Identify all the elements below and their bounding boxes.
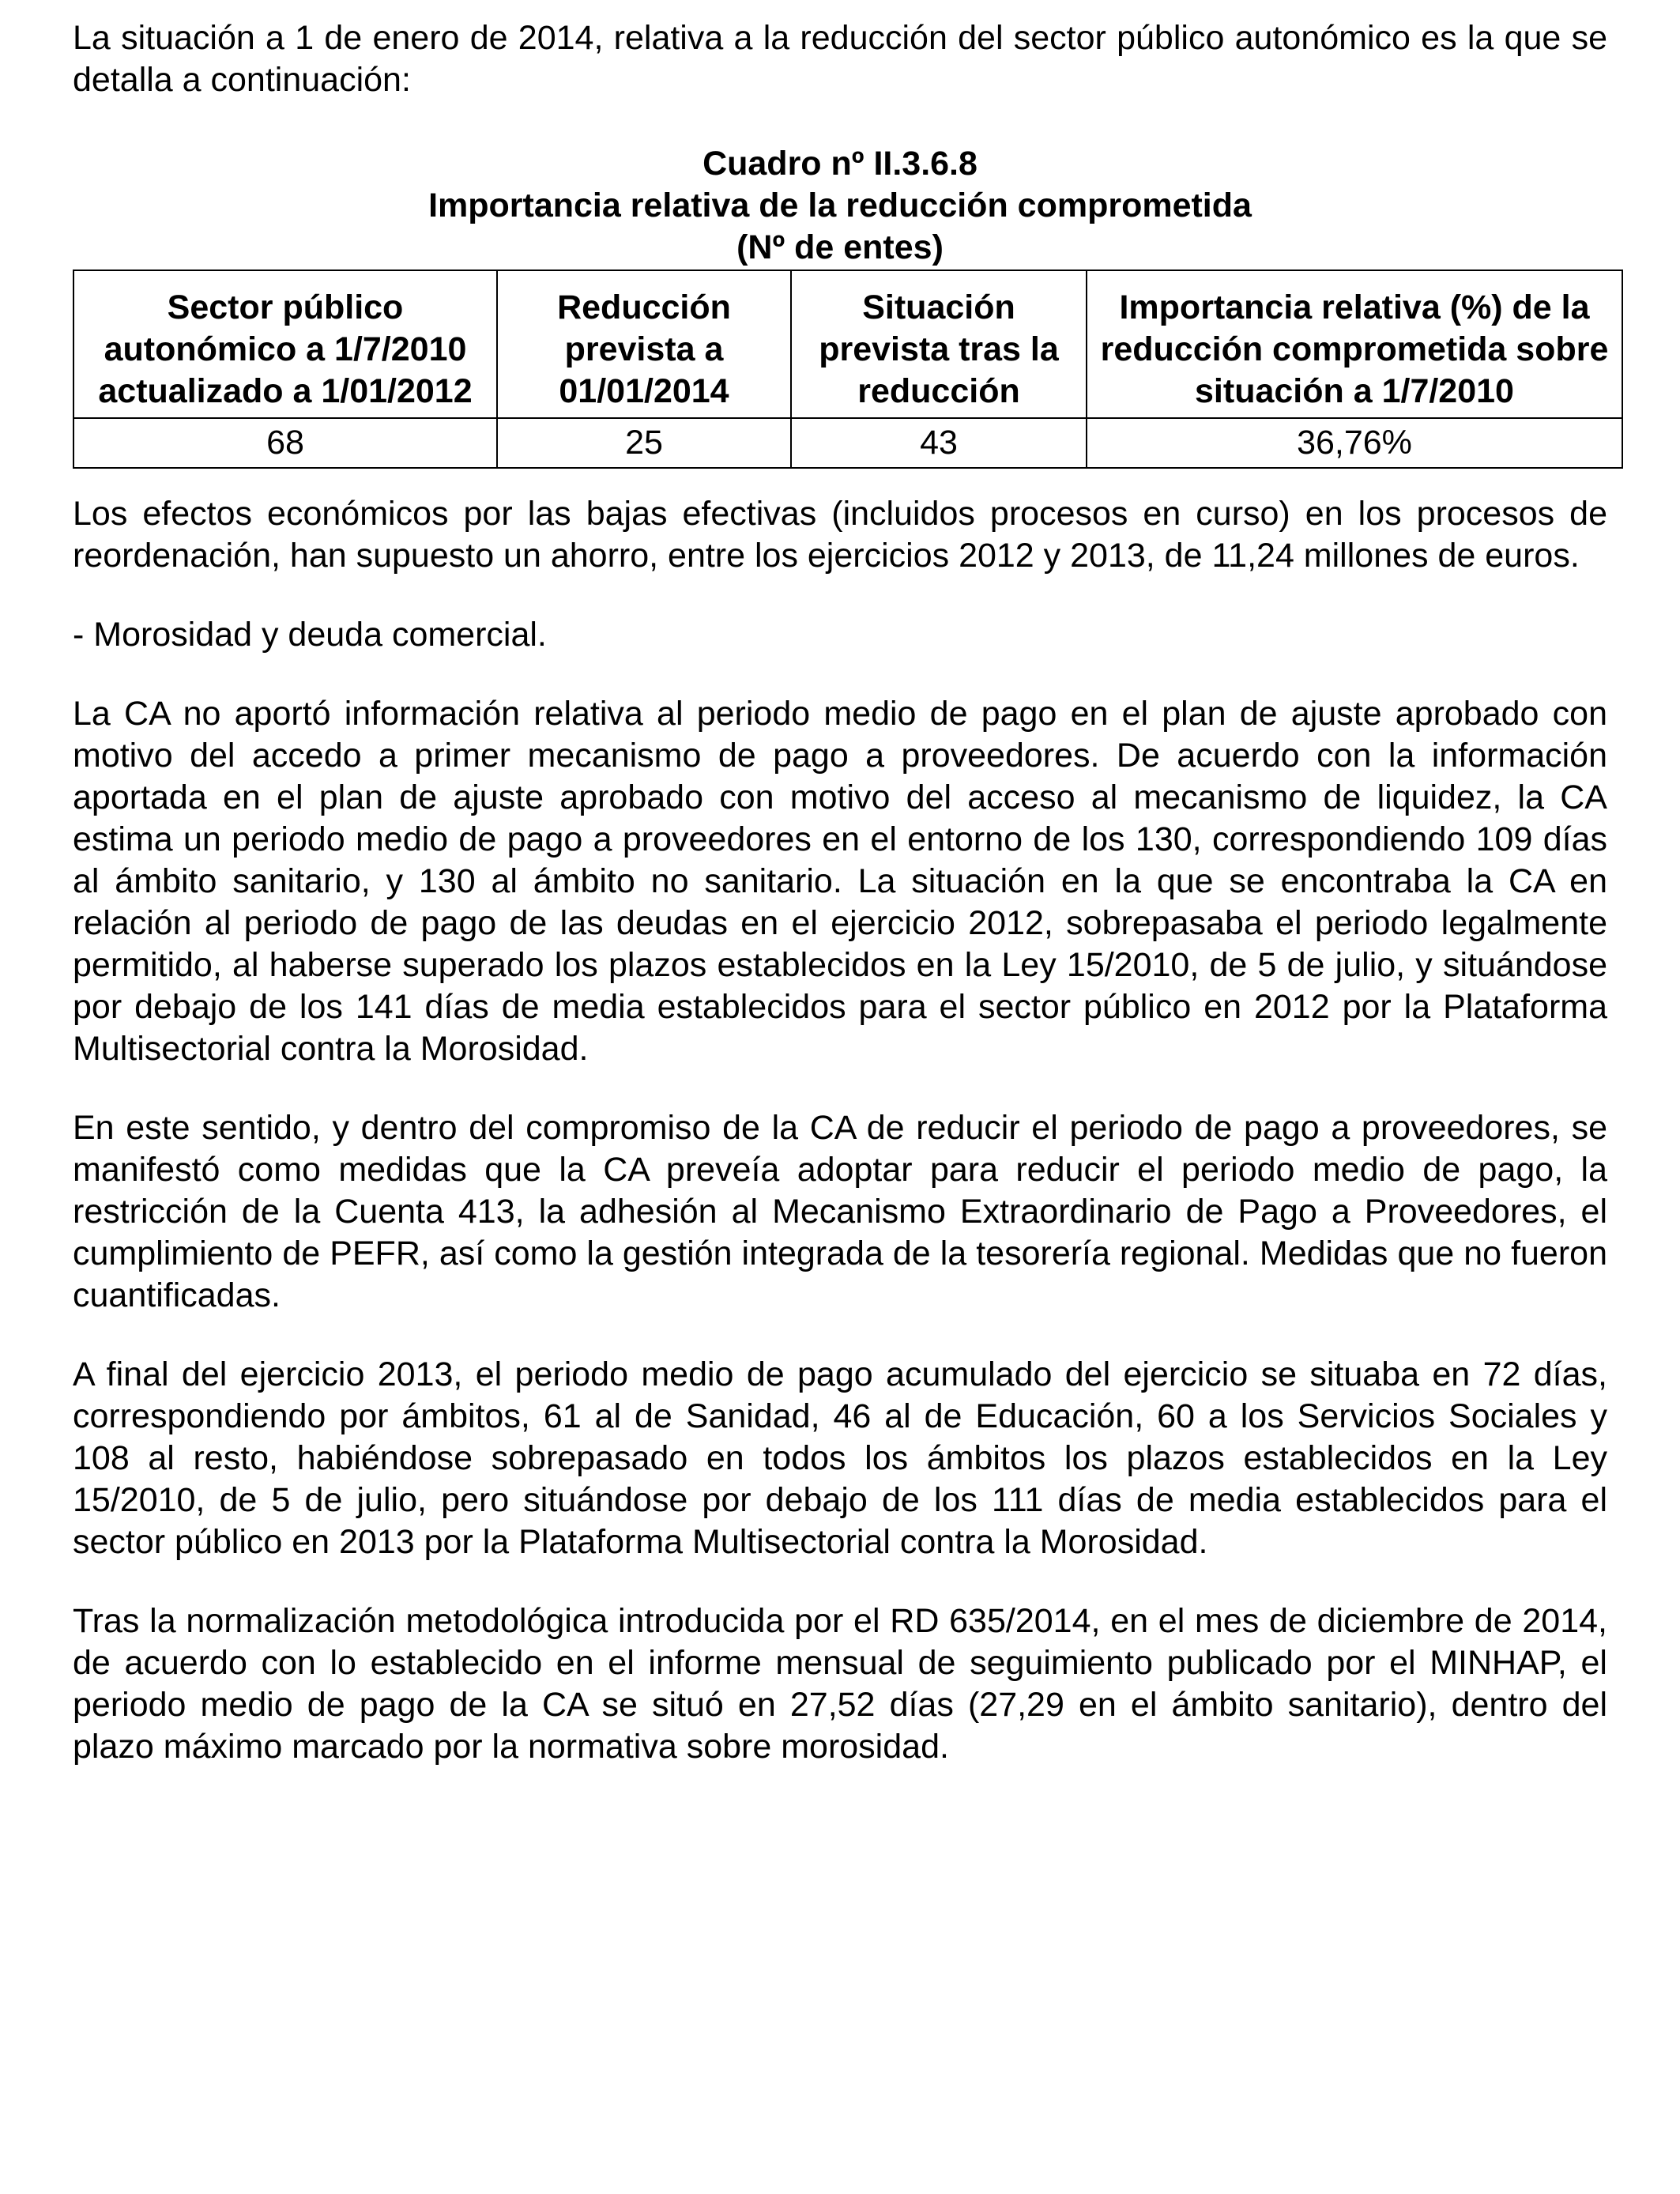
header-sector-publico: Sector público autonómico a 1/7/2010 actualizado a 1/01/2012 [73, 270, 497, 418]
paragraph-normalizacion: Tras la normalización metodológica introducida por el RD 635/2014, en el mes de diciembre de 2014, de acuerdo con lo establecido en el informe mensual de seguimiento publicado por el MINHAP, el periodo medio de pago de la CA se situó en 27,52 días (27,29 en el ámbito sanitario), dentro del plazo máximo marcado por la normativa sobre morosidad. [73, 1602, 1607, 1766]
section-heading-morosidad: - Morosidad y deuda comercial. [73, 616, 547, 654]
paragraph-efectos-economicos: Los efectos económicos por las bajas efectivas (incluidos procesos en curso) en los procesos de reordenación, han supuesto un ahorro, entre los ejercicios 2012 y 2013, de 11,24 millones de euros. [73, 495, 1607, 575]
table-header-row [73, 270, 1622, 418]
table-row [73, 418, 1622, 468]
intro-paragraph: La situación a 1 de enero de 2014, relativa a la reducción del sector público autonómico es la que se detalla a continuación: [73, 19, 1607, 99]
cell-reduccion-prevista: 25 [497, 418, 791, 468]
table-title: Importancia relativa de la reducción comprometida [428, 187, 1252, 224]
cell-sector-publico: 68 [73, 418, 497, 468]
paragraph-final-2013: A final del ejercicio 2013, el periodo medio de pago acumulado del ejercicio se situaba en 72 días, correspondiendo por ámbitos, 61 al de Sanidad, 46 al de Educación, 60 a los Servicios Sociales y 108 al resto, habiéndose sobrepasado en todos los ámbitos los plazos establecidos en la Ley 15/2010, de 5 de julio, pero situándose por debajo de los 111 días de media establecidos para el sector público en 2013 por la Plataforma Multisectorial contra la Morosidad. [73, 1355, 1607, 1561]
cell-situacion-prevista: 43 [791, 418, 1087, 468]
paragraph-plan-ajuste: La CA no aportó información relativa al periodo medio de pago en el plan de ajuste aprobado con motivo del accedo a primer mecanismo de pago a proveedores. De acuerdo con la información aportada en el plan de ajuste aprobado con motivo del acceso al mecanismo de liquidez, la CA estima un periodo medio de pago a proveedores en el entorno de los 130, correspondiendo 109 días al ámbito sanitario, y 130 al ámbito no sanitario. La situación en la que se encontraba la CA en relación al periodo de pago de las deudas en el ejercicio 2012, sobrepasaba el periodo legalmente permitido, al haberse superado los plazos establecidos en la Ley 15/2010, de 5 de julio, y situándose por debajo de los 141 días de media establecidos para el sector público en 2012 por la Plataforma Multisectorial contra la Morosidad. [73, 695, 1607, 1068]
header-situacion-prevista: Situación prevista tras la reducción [791, 270, 1087, 418]
header-reduccion-prevista: Reducción prevista a 01/01/2014 [497, 270, 791, 418]
paragraph-medidas: En este sentido, y dentro del compromiso de la CA de reducir el periodo de pago a proveedores, se manifestó como medidas que la CA preveía adoptar para reducir el periodo medio de pago, la restricción de la Cuenta 413, la adhesión al Mecanismo Extraordinario de Pago a Proveedores, el cumplimiento de PEFR, así como la gestión integrada de la tesorería regional. Medidas que no fueron cuantificadas. [73, 1109, 1607, 1314]
header-importancia-relativa: Importancia relativa (%) de la reducción comprometida sobre situación a 1/7/2010 [1087, 270, 1622, 418]
reduction-table [73, 270, 1623, 469]
cell-importancia-relativa: 36,76% [1087, 418, 1622, 468]
table-subtitle: (Nº de entes) [736, 228, 944, 266]
table-number: Cuadro nº II.3.6.8 [703, 145, 977, 183]
